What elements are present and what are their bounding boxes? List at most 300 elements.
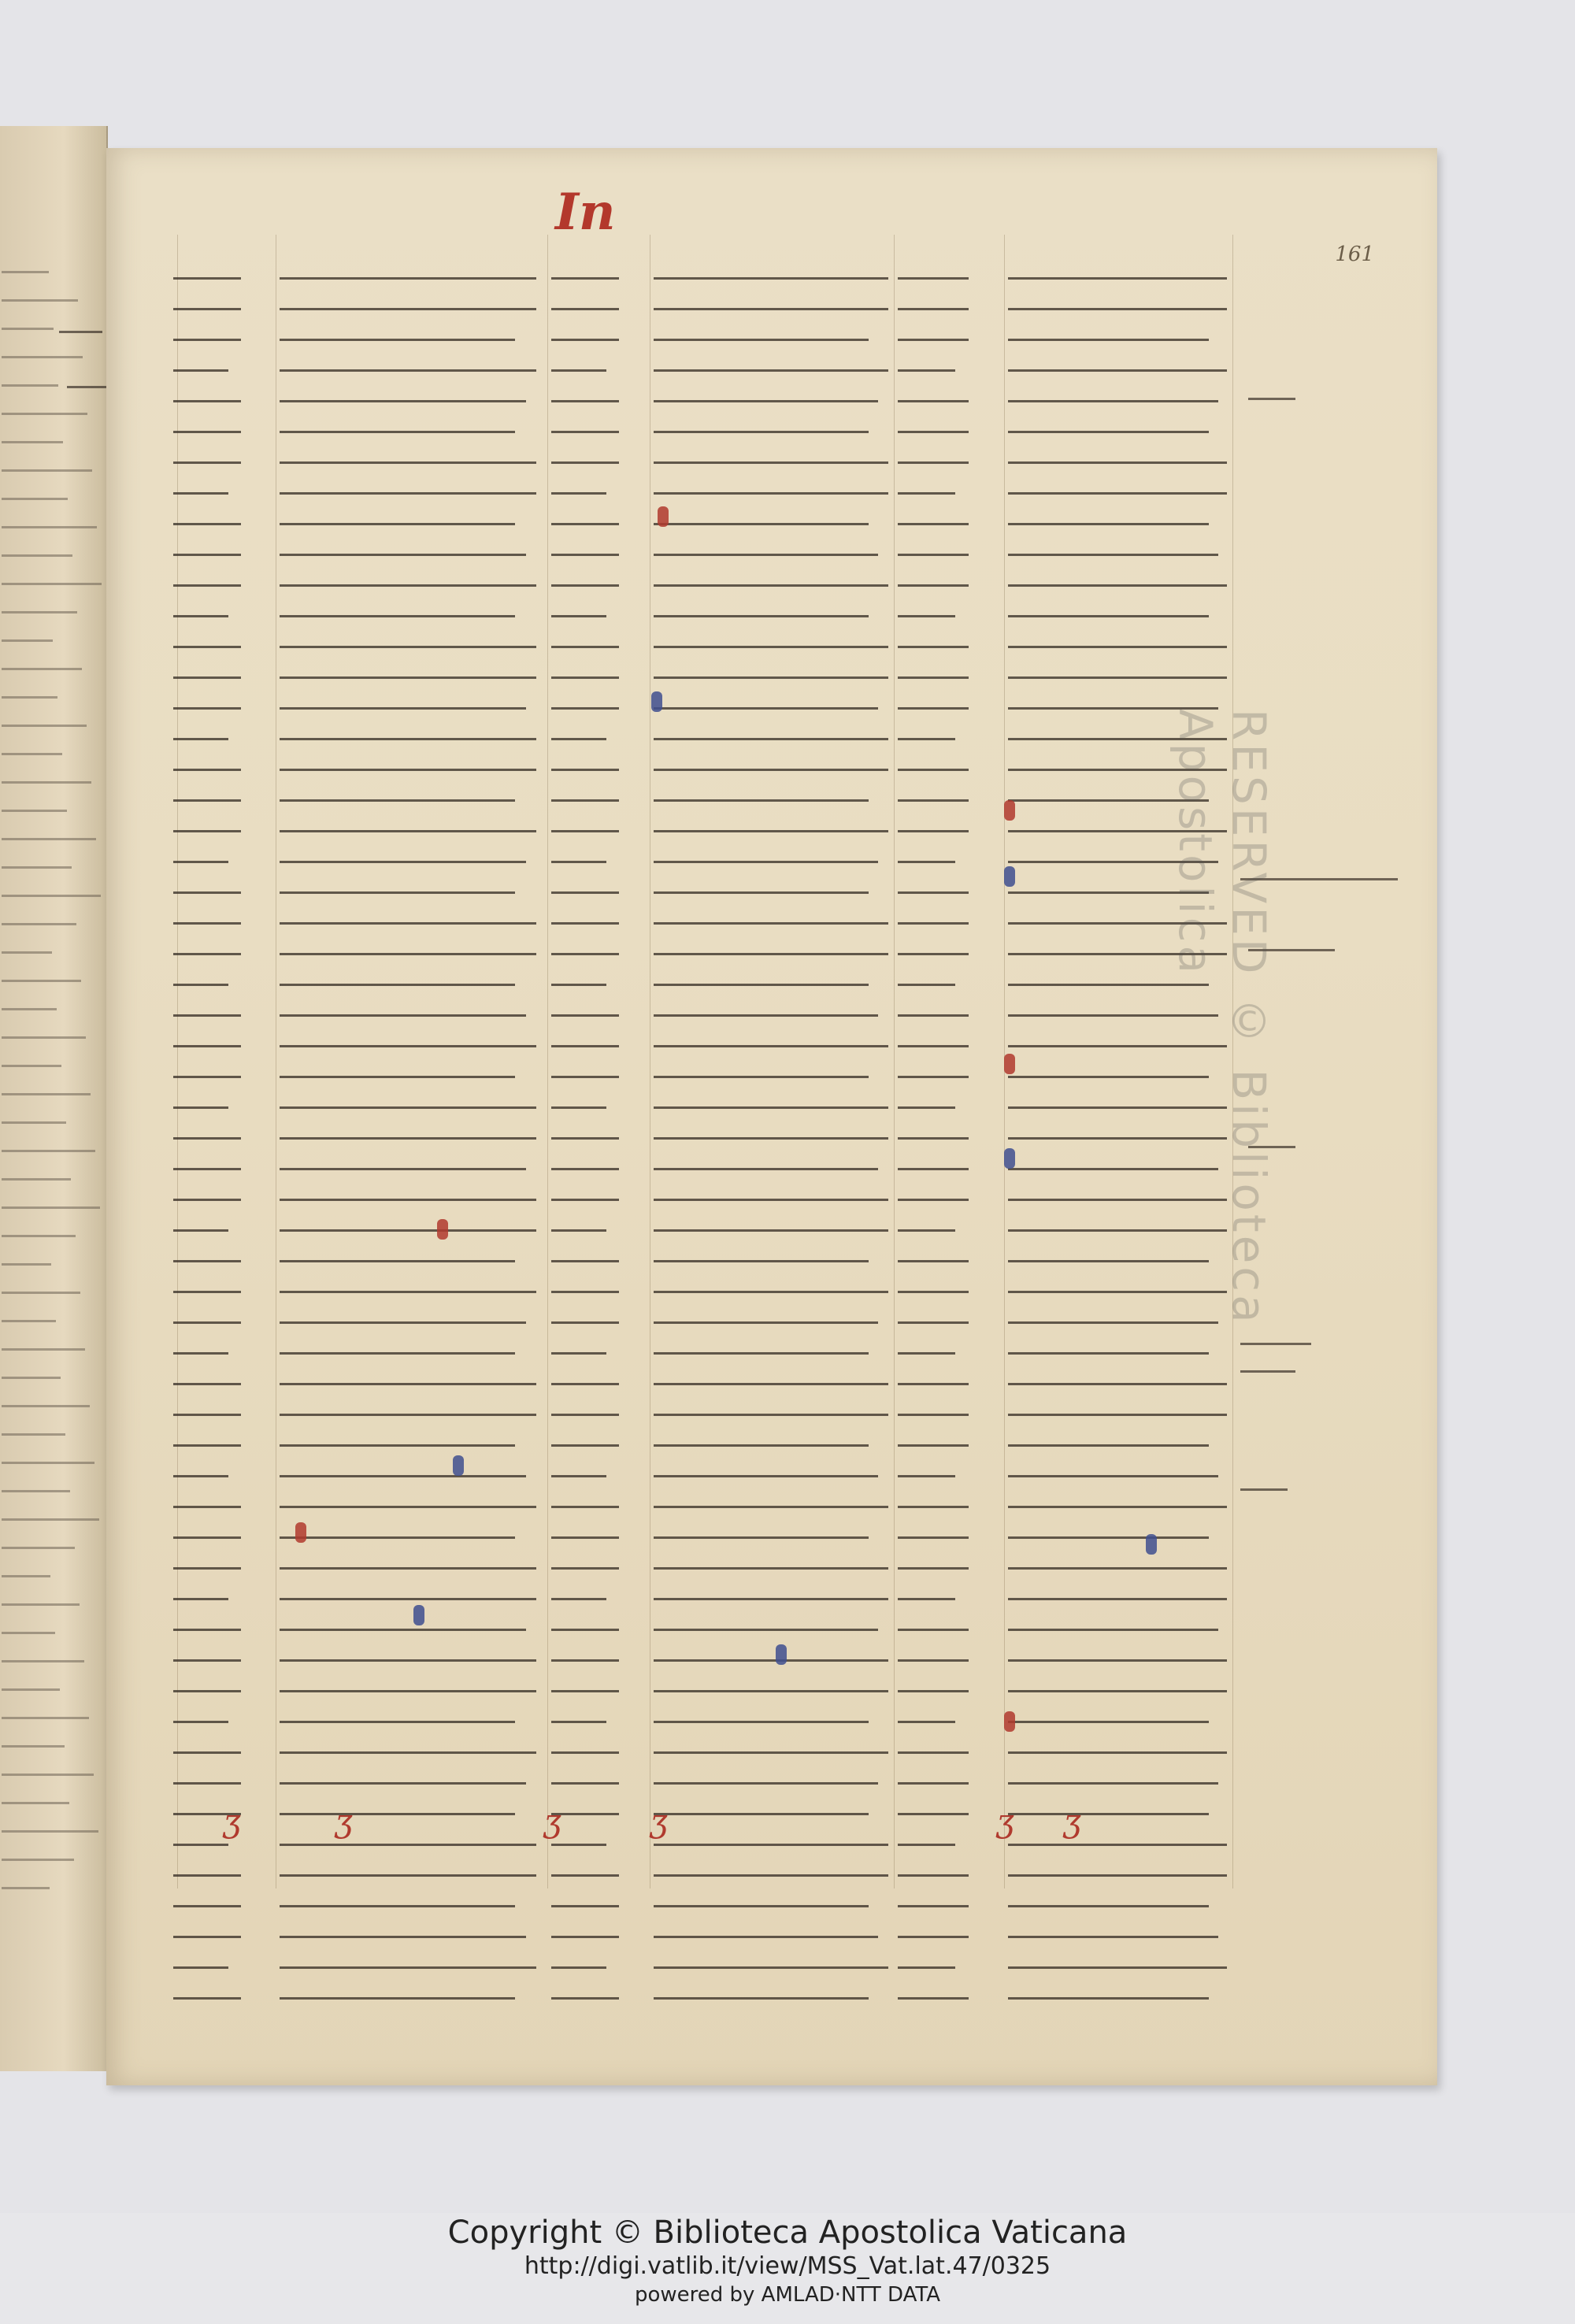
manuscript-text-line bbox=[654, 1925, 878, 1938]
manuscript-text-line bbox=[173, 297, 241, 310]
manuscript-text-line bbox=[654, 696, 878, 710]
manuscript-text-line bbox=[1008, 1618, 1218, 1631]
previous-page-text-line bbox=[2, 1734, 65, 1748]
manuscript-text-line bbox=[1008, 1894, 1209, 1907]
manuscript-text-line bbox=[898, 727, 955, 740]
manuscript-text-line bbox=[1008, 1955, 1227, 1969]
manuscript-text-line bbox=[280, 942, 536, 955]
manuscript-text-line bbox=[551, 297, 619, 310]
previous-page-text-line bbox=[2, 1167, 71, 1181]
manuscript-text-line bbox=[551, 1003, 619, 1017]
manuscript-text-line bbox=[898, 1525, 969, 1539]
manuscript-text-line bbox=[551, 358, 606, 372]
manuscript-text-line bbox=[280, 1802, 515, 1815]
rubric-mark bbox=[1004, 1054, 1015, 1074]
manuscript-text-line bbox=[898, 328, 969, 341]
manuscript-text-line bbox=[551, 1249, 619, 1262]
manuscript-text-line bbox=[898, 1955, 955, 1969]
manuscript-text-line bbox=[280, 1464, 526, 1477]
marginal-note bbox=[67, 376, 106, 388]
previous-page-text-line bbox=[2, 1422, 65, 1436]
manuscript-text-line bbox=[173, 1925, 241, 1938]
manuscript-text-line bbox=[1008, 573, 1227, 587]
manuscript-text-line bbox=[654, 1280, 888, 1293]
manuscript-text-line bbox=[173, 727, 228, 740]
manuscript-text-line bbox=[898, 788, 969, 802]
manuscript-text-line bbox=[654, 1495, 888, 1508]
manuscript-text-line bbox=[173, 604, 228, 617]
manuscript-text-line bbox=[551, 573, 619, 587]
manuscript-text-line bbox=[280, 1894, 515, 1907]
manuscript-text-line bbox=[551, 1771, 619, 1785]
manuscript-text-line bbox=[280, 788, 515, 802]
manuscript-text-line bbox=[551, 1372, 619, 1385]
manuscript-text-line bbox=[898, 1771, 969, 1785]
manuscript-text-line bbox=[1008, 1556, 1227, 1570]
manuscript-text-line bbox=[173, 665, 241, 679]
manuscript-text-line bbox=[1008, 1065, 1209, 1078]
manuscript-text-line bbox=[551, 543, 619, 556]
previous-page-text-line bbox=[2, 1309, 56, 1322]
manuscript-text-line bbox=[654, 481, 888, 495]
rubric-mark bbox=[453, 1455, 464, 1476]
manuscript-text-line bbox=[280, 450, 536, 464]
manuscript-text-line bbox=[280, 1095, 536, 1109]
previous-page-text-line bbox=[2, 1876, 50, 1889]
rubric-mark bbox=[295, 1522, 306, 1543]
manuscript-text-line bbox=[551, 1556, 619, 1570]
manuscript-text-line bbox=[1008, 665, 1227, 679]
manuscript-text-line bbox=[1008, 420, 1209, 433]
manuscript-text-line bbox=[898, 1249, 969, 1262]
manuscript-text-line bbox=[173, 1833, 228, 1846]
previous-page-text-line bbox=[2, 487, 68, 500]
manuscript-text-line bbox=[280, 420, 515, 433]
manuscript-text-line bbox=[173, 1556, 241, 1570]
manuscript-text-line bbox=[173, 512, 241, 525]
rubric-mark bbox=[437, 1219, 448, 1240]
manuscript-text-line bbox=[898, 1740, 969, 1754]
manuscript-text-line bbox=[898, 1403, 969, 1416]
manuscript-text-line bbox=[551, 481, 606, 495]
manuscript-text-line bbox=[898, 1310, 969, 1324]
manuscript-text-line bbox=[1008, 1341, 1209, 1355]
manuscript-text-line bbox=[898, 1280, 969, 1293]
manuscript-text-line bbox=[898, 512, 969, 525]
manuscript-text-line bbox=[173, 758, 241, 771]
manuscript-text-line bbox=[280, 389, 526, 402]
manuscript-text-line bbox=[898, 1802, 969, 1815]
manuscript-text-line bbox=[551, 1648, 619, 1662]
previous-page-text-line bbox=[2, 1848, 74, 1861]
manuscript-text-line bbox=[898, 1188, 969, 1201]
manuscript-text-line bbox=[898, 450, 969, 464]
manuscript-text-line bbox=[898, 880, 969, 894]
manuscript-text-line bbox=[280, 1556, 536, 1570]
manuscript-text-line bbox=[173, 389, 241, 402]
manuscript-text-line bbox=[654, 911, 888, 925]
manuscript-text-line bbox=[280, 850, 526, 863]
previous-page-text-line bbox=[2, 1195, 100, 1209]
manuscript-text-line bbox=[654, 973, 869, 986]
manuscript-text-line bbox=[173, 1525, 241, 1539]
manuscript-text-line bbox=[280, 696, 526, 710]
previous-page-text-line bbox=[2, 799, 67, 812]
manuscript-text-line bbox=[654, 819, 888, 832]
manuscript-text-line bbox=[1008, 604, 1209, 617]
manuscript-text-line bbox=[280, 727, 536, 740]
previous-page-text-line bbox=[2, 997, 57, 1010]
previous-page-text-line bbox=[2, 1110, 66, 1124]
reference-column-3 bbox=[898, 266, 996, 1888]
catchword-mark: ʒ bbox=[335, 1803, 353, 1840]
rubric-mark bbox=[1004, 866, 1015, 887]
catchword-mark: ʒ bbox=[650, 1803, 668, 1840]
manuscript-text-line bbox=[898, 604, 955, 617]
manuscript-text-line bbox=[654, 1955, 888, 1969]
previous-page-text-line bbox=[2, 969, 81, 982]
manuscript-text-line bbox=[280, 481, 536, 495]
manuscript-text-line bbox=[654, 850, 878, 863]
manuscript-text-line bbox=[173, 850, 228, 863]
manuscript-text-line bbox=[898, 543, 969, 556]
manuscript-text-line bbox=[173, 1126, 241, 1140]
previous-page-text-line bbox=[2, 1621, 55, 1634]
previous-page-text-line bbox=[2, 1054, 61, 1067]
manuscript-text-line bbox=[280, 1525, 515, 1539]
rubric-mark bbox=[658, 506, 669, 527]
manuscript-text-line bbox=[173, 450, 241, 464]
manuscript-text-line bbox=[898, 635, 969, 648]
manuscript-text-line bbox=[173, 1095, 228, 1109]
manuscript-text-line bbox=[280, 911, 536, 925]
manuscript-text-line bbox=[551, 512, 619, 525]
manuscript-text-line bbox=[654, 420, 869, 433]
manuscript-text-line bbox=[173, 543, 241, 556]
manuscript-text-line bbox=[898, 1065, 969, 1078]
manuscript-text-line bbox=[280, 1126, 536, 1140]
rubric-mark bbox=[1004, 1148, 1015, 1169]
manuscript-text-line bbox=[654, 389, 878, 402]
manuscript-text-line bbox=[654, 1833, 888, 1846]
previous-page-text-line bbox=[2, 1394, 90, 1407]
manuscript-text-line bbox=[280, 973, 515, 986]
previous-page-text-line bbox=[2, 572, 102, 585]
manuscript-text-line bbox=[898, 696, 969, 710]
manuscript-text-line bbox=[654, 1802, 869, 1815]
manuscript-text-line bbox=[551, 1894, 619, 1907]
manuscript-text-line bbox=[551, 328, 619, 341]
manuscript-text-line bbox=[654, 1648, 888, 1662]
manuscript-text-line bbox=[654, 1863, 888, 1877]
previous-page-text-line bbox=[2, 430, 63, 443]
manuscript-text-line bbox=[173, 481, 228, 495]
manuscript-text-line bbox=[173, 328, 241, 341]
previous-page-text-line bbox=[2, 260, 49, 273]
manuscript-text-line bbox=[898, 973, 955, 986]
rubric-mark bbox=[651, 691, 662, 712]
previous-page-text-line bbox=[2, 1791, 69, 1804]
manuscript-text-line bbox=[280, 1157, 526, 1170]
manuscript-text-line bbox=[280, 1710, 515, 1723]
manuscript-text-line bbox=[280, 1863, 536, 1877]
manuscript-text-line bbox=[551, 727, 606, 740]
manuscript-text-line bbox=[654, 1249, 869, 1262]
manuscript-text-line bbox=[551, 1065, 619, 1078]
previous-page-text-line bbox=[2, 515, 97, 528]
manuscript-text-line bbox=[173, 1495, 241, 1508]
manuscript-text-line bbox=[898, 819, 969, 832]
manuscript-text-line bbox=[1008, 1249, 1209, 1262]
manuscript-text-line bbox=[173, 1310, 241, 1324]
manuscript-text-line bbox=[551, 973, 606, 986]
manuscript-text-line bbox=[173, 1034, 241, 1047]
previous-page-text-line bbox=[2, 884, 101, 897]
image-url[interactable]: http://digi.vatlib.it/view/MSS_Vat.lat.47/0325 bbox=[524, 2252, 1051, 2280]
rubric-mark bbox=[1004, 1711, 1015, 1732]
manuscript-text-line bbox=[654, 1771, 878, 1785]
manuscript-text-line bbox=[898, 1710, 955, 1723]
catchword-mark: ʒ bbox=[1063, 1803, 1081, 1840]
manuscript-text-line bbox=[898, 1587, 955, 1600]
manuscript-text-line bbox=[1008, 1679, 1227, 1692]
manuscript-text-line bbox=[1008, 1925, 1218, 1938]
manuscript-text-line bbox=[173, 1679, 241, 1692]
previous-page-text-line bbox=[2, 714, 87, 727]
manuscript-text-line bbox=[1008, 1802, 1209, 1815]
manuscript-text-line bbox=[551, 1925, 619, 1938]
text-column-2 bbox=[654, 266, 898, 1888]
reserved-watermark: RESERVED © Biblioteca Apostolica bbox=[1169, 709, 1276, 1326]
manuscript-text-line bbox=[898, 1157, 969, 1170]
manuscript-text-line bbox=[280, 297, 536, 310]
manuscript-text-line bbox=[898, 1833, 955, 1846]
manuscript-text-line bbox=[280, 266, 536, 280]
manuscript-text-line bbox=[898, 389, 969, 402]
manuscript-text-line bbox=[551, 266, 619, 280]
manuscript-text-line bbox=[654, 1403, 888, 1416]
manuscript-text-line bbox=[654, 1986, 869, 2000]
previous-page-text-line bbox=[2, 770, 91, 784]
manuscript-text-line bbox=[280, 1925, 526, 1938]
manuscript-text-line bbox=[1008, 512, 1209, 525]
manuscript-text-line bbox=[654, 512, 869, 525]
manuscript-text-line bbox=[551, 880, 619, 894]
manuscript-text-line bbox=[280, 819, 536, 832]
manuscript-text-line bbox=[280, 358, 536, 372]
manuscript-text-line bbox=[898, 1894, 969, 1907]
manuscript-text-line bbox=[898, 1863, 969, 1877]
manuscript-text-line bbox=[280, 1280, 536, 1293]
manuscript-text-line bbox=[654, 1157, 878, 1170]
manuscript-text-line bbox=[173, 1433, 241, 1447]
manuscript-text-line bbox=[280, 543, 526, 556]
rubric-mark bbox=[413, 1605, 424, 1625]
manuscript-text-line bbox=[173, 942, 241, 955]
manuscript-text-line bbox=[173, 635, 241, 648]
previous-page-text-line bbox=[2, 742, 62, 755]
manuscript-text-line bbox=[551, 1618, 619, 1631]
manuscript-text-line bbox=[173, 573, 241, 587]
previous-page-text-line bbox=[2, 1507, 99, 1521]
manuscript-text-line bbox=[654, 665, 888, 679]
manuscript-text-line bbox=[551, 1403, 619, 1416]
manuscript-text-line bbox=[898, 297, 969, 310]
manuscript-text-line bbox=[654, 1740, 888, 1754]
manuscript-text-line bbox=[551, 1280, 619, 1293]
manuscript-text-line bbox=[173, 1065, 241, 1078]
previous-page-text-line bbox=[2, 1677, 60, 1691]
manuscript-text-line bbox=[1008, 328, 1209, 341]
manuscript-text-line bbox=[898, 266, 969, 280]
manuscript-text-line bbox=[1008, 1525, 1209, 1539]
manuscript-text-line bbox=[173, 1403, 241, 1416]
manuscript-text-line bbox=[280, 1188, 536, 1201]
manuscript-text-line bbox=[173, 266, 241, 280]
manuscript-text-line bbox=[173, 1188, 241, 1201]
manuscript-text-line bbox=[551, 604, 606, 617]
manuscript-text-line bbox=[173, 1955, 228, 1969]
manuscript-text-line bbox=[280, 1495, 536, 1508]
manuscript-text-line bbox=[173, 1740, 241, 1754]
manuscript-text-line bbox=[898, 420, 969, 433]
marginal-note bbox=[1248, 388, 1295, 400]
manuscript-text-line bbox=[280, 1065, 515, 1078]
manuscript-text-line bbox=[280, 665, 536, 679]
manuscript-text-line bbox=[898, 358, 955, 372]
manuscript-text-line bbox=[551, 1157, 619, 1170]
manuscript-text-line bbox=[551, 635, 619, 648]
manuscript-text-line bbox=[654, 1433, 869, 1447]
text-column-1 bbox=[280, 266, 547, 1888]
manuscript-text-line bbox=[173, 420, 241, 433]
manuscript-text-line bbox=[551, 942, 619, 955]
manuscript-text-line bbox=[551, 450, 619, 464]
previous-page-text-line bbox=[2, 1592, 80, 1606]
manuscript-text-line bbox=[654, 573, 888, 587]
manuscript-text-line bbox=[280, 1003, 526, 1017]
manuscript-text-line bbox=[898, 1003, 969, 1017]
manuscript-text-line bbox=[551, 1710, 606, 1723]
manuscript-text-line bbox=[551, 1863, 619, 1877]
manuscript-text-line bbox=[1008, 1863, 1227, 1877]
manuscript-text-line bbox=[654, 727, 888, 740]
reference-column-1 bbox=[173, 266, 268, 1888]
manuscript-text-line bbox=[1008, 1833, 1227, 1846]
manuscript-text-line bbox=[551, 1218, 606, 1232]
previous-page-edge bbox=[0, 126, 108, 2071]
manuscript-text-line bbox=[654, 450, 888, 464]
previous-page-text-line bbox=[2, 1281, 80, 1294]
manuscript-text-line bbox=[1008, 1587, 1227, 1600]
manuscript-text-line bbox=[654, 1587, 888, 1600]
manuscript-text-line bbox=[898, 1341, 955, 1355]
manuscript-text-line bbox=[551, 1341, 606, 1355]
previous-page-text-line bbox=[2, 1224, 76, 1237]
manuscript-text-line bbox=[280, 1587, 536, 1600]
manuscript-text-line bbox=[654, 328, 869, 341]
manuscript-text-line bbox=[1008, 543, 1218, 556]
manuscript-text-line bbox=[1008, 266, 1227, 280]
manuscript-text-line bbox=[280, 604, 515, 617]
manuscript-text-line bbox=[898, 481, 955, 495]
copyright-footer bbox=[0, 2213, 1575, 2324]
manuscript-text-line bbox=[280, 880, 515, 894]
ruling-line bbox=[547, 235, 548, 1888]
manuscript-text-line bbox=[654, 942, 888, 955]
manuscript-text-line bbox=[551, 850, 606, 863]
manuscript-text-line bbox=[654, 1095, 888, 1109]
previous-page-text-line bbox=[2, 1139, 95, 1152]
manuscript-text-line bbox=[280, 1955, 536, 1969]
manuscript-text-line bbox=[1008, 1740, 1227, 1754]
previous-page-text-line bbox=[2, 1564, 50, 1577]
manuscript-text-line bbox=[898, 1925, 969, 1938]
manuscript-text-line bbox=[173, 1372, 241, 1385]
manuscript-text-line bbox=[280, 1249, 515, 1262]
manuscript-text-line bbox=[173, 1464, 228, 1477]
manuscript-text-line bbox=[654, 1618, 878, 1631]
decorated-initial: In bbox=[555, 183, 616, 242]
manuscript-text-line bbox=[1008, 481, 1227, 495]
manuscript-text-line bbox=[551, 1095, 606, 1109]
manuscript-text-line bbox=[654, 1710, 869, 1723]
previous-page-text-line bbox=[2, 1479, 70, 1492]
manuscript-text-line bbox=[898, 665, 969, 679]
copyright-text: Copyright © Biblioteca Apostolica Vaticana bbox=[447, 2215, 1128, 2251]
manuscript-text-line bbox=[173, 1894, 241, 1907]
manuscript-text-line bbox=[1008, 1771, 1218, 1785]
manuscript-text-line bbox=[280, 1740, 536, 1754]
manuscript-text-line bbox=[173, 819, 241, 832]
reference-column-2 bbox=[551, 266, 646, 1888]
manuscript-text-line bbox=[898, 1464, 955, 1477]
manuscript-text-line bbox=[173, 880, 241, 894]
previous-page-text-line bbox=[2, 1706, 89, 1719]
manuscript-text-line bbox=[551, 1310, 619, 1324]
manuscript-text-line bbox=[173, 1249, 241, 1262]
manuscript-text-line bbox=[551, 1464, 606, 1477]
previous-page-text-line bbox=[2, 345, 83, 358]
manuscript-text-line bbox=[654, 635, 888, 648]
manuscript-text-line bbox=[898, 1126, 969, 1140]
previous-page-text-line bbox=[2, 543, 72, 557]
manuscript-text-line bbox=[654, 1341, 869, 1355]
manuscript-text-line bbox=[898, 1556, 969, 1570]
manuscript-text-line bbox=[654, 880, 869, 894]
manuscript-text-line bbox=[173, 1771, 241, 1785]
manuscript-text-line bbox=[1008, 1433, 1209, 1447]
manuscript-text-line bbox=[898, 758, 969, 771]
manuscript-text-line bbox=[551, 1986, 619, 2000]
previous-page-text-line bbox=[2, 1082, 91, 1095]
manuscript-text-line bbox=[173, 788, 241, 802]
manuscript-text-line bbox=[551, 819, 619, 832]
previous-page-text-line bbox=[2, 1366, 61, 1379]
manuscript-text-line bbox=[898, 942, 969, 955]
manuscript-text-line bbox=[280, 1433, 515, 1447]
manuscript-text-line bbox=[551, 389, 619, 402]
manuscript-text-line bbox=[898, 573, 969, 587]
manuscript-text-line bbox=[280, 1618, 526, 1631]
manuscript-text-line bbox=[654, 297, 888, 310]
previous-page-text-line bbox=[2, 1252, 51, 1266]
previous-page-text-line bbox=[2, 1649, 84, 1662]
manuscript-text-line bbox=[1008, 1648, 1227, 1662]
manuscript-text-line bbox=[898, 1648, 969, 1662]
manuscript-text-line bbox=[551, 665, 619, 679]
manuscript-text-line bbox=[898, 1433, 969, 1447]
